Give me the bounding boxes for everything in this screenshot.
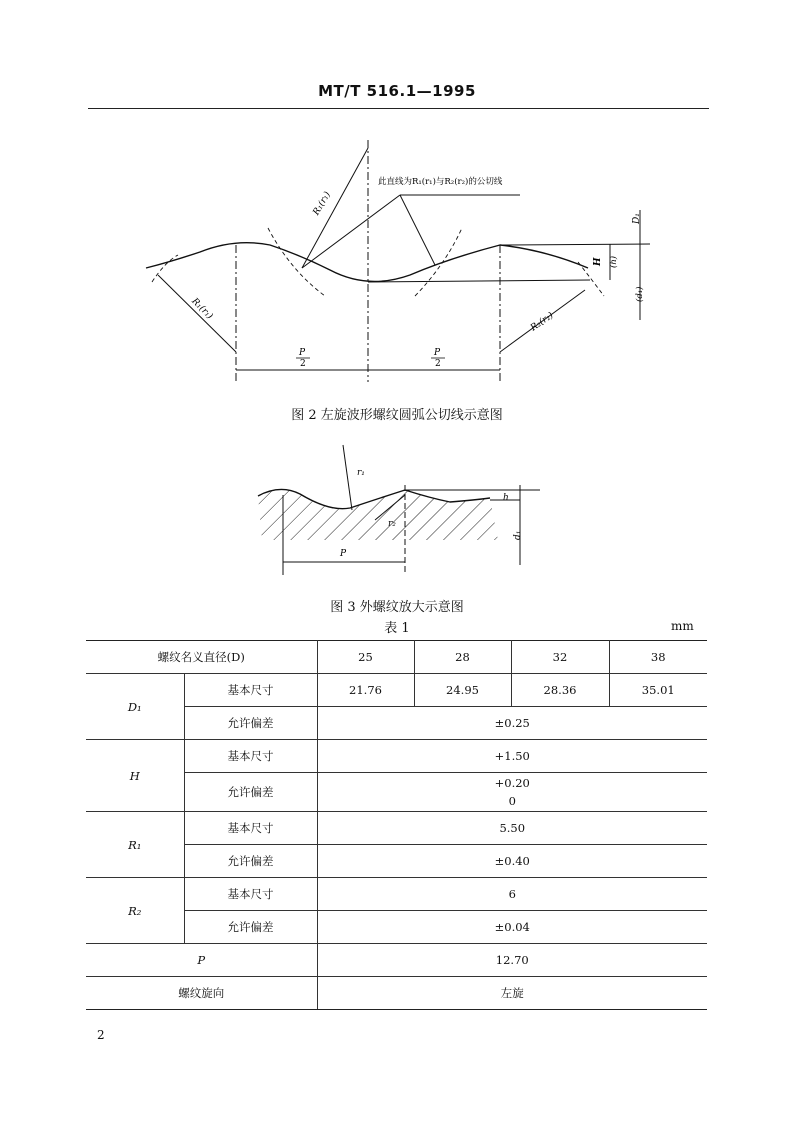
label-p-num-right: P: [434, 348, 441, 358]
tangent-line: [368, 280, 590, 282]
tangent-arc-far-right: [578, 262, 604, 296]
radius-line-top: [302, 148, 368, 268]
annotation-tangent: 此直线为R₁(r₁)与R₂(r₂)的公切线: [378, 177, 503, 187]
crest-line: [500, 244, 650, 245]
value-cell: ±0.04: [317, 911, 707, 944]
table-row: [86, 977, 707, 1010]
label-p-den-left: 2: [300, 359, 306, 369]
param-direction: 螺纹旋向: [86, 977, 317, 1010]
document-header: MT/T 516.1—1995: [318, 82, 476, 100]
spec-table: [86, 640, 707, 1010]
tolerance-label: 允许偏差: [184, 707, 317, 740]
label-r1-left: R₁(r₁): [189, 296, 215, 322]
figure-2-diagram: [0, 0, 794, 400]
radius-r1-line: [343, 445, 352, 510]
tolerance-label: 允许偏差: [184, 845, 317, 878]
param-p: P: [86, 944, 317, 977]
header-diameter: 螺纹名义直径(D): [86, 641, 317, 674]
param-d1: D₁: [86, 674, 184, 740]
thread-profile-curve: [146, 243, 588, 282]
diameter-cell: 28: [414, 641, 511, 674]
diameter-cell: 25: [317, 641, 414, 674]
table-row: [86, 878, 707, 911]
value-cell: ±0.25: [317, 707, 707, 740]
param-r2: R₂: [86, 878, 184, 944]
figure-2-caption: 图 2 左旋波形螺纹圆弧公切线示意图: [291, 408, 503, 423]
param-h: H: [86, 740, 184, 812]
leader-2: [400, 195, 435, 265]
value-cell: 35.01: [609, 674, 707, 707]
label-p: P: [340, 549, 347, 559]
label-r1: r₁: [357, 468, 365, 478]
param-r1: R₁: [86, 812, 184, 878]
diameter-cell: 32: [511, 641, 609, 674]
value-cell: 28.36: [511, 674, 609, 707]
label-p-num-left: P: [299, 348, 306, 358]
value-cell: [317, 773, 707, 812]
figure-3-caption: 图 3 外螺纹放大示意图: [330, 600, 464, 615]
diameter-cell: 38: [609, 641, 707, 674]
value-cell: 6: [317, 878, 707, 911]
radius-line-left: [158, 275, 236, 352]
thread-section: [258, 489, 498, 540]
basic-label: 基本尺寸: [184, 812, 317, 845]
h-tol-lower: 0: [508, 794, 516, 808]
value-cell: +1.50: [317, 740, 707, 773]
label-p-den-right: 2: [435, 359, 441, 369]
value-cell: 左旋: [317, 977, 707, 1010]
value-cell: ±0.40: [317, 845, 707, 878]
tolerance-label: 允许偏差: [184, 773, 317, 812]
value-cell: 12.70: [317, 944, 707, 977]
table-unit: mm: [671, 619, 694, 633]
label-h-small: (h): [609, 255, 619, 268]
table-title: 表 1: [384, 621, 410, 636]
value-cell: 24.95: [414, 674, 511, 707]
label-h: h: [503, 493, 509, 503]
label-d1-small: (d₁): [635, 286, 645, 302]
label-h: H: [593, 257, 603, 266]
table-row: [86, 641, 707, 674]
table-row: [86, 944, 707, 977]
value-cell: 21.76: [317, 674, 414, 707]
label-r2: r₂: [388, 519, 396, 529]
value-cell: 5.50: [317, 812, 707, 845]
table-row: [86, 812, 707, 845]
label-d1: d₁: [513, 530, 523, 540]
label-r2-right: R₂(r₂): [529, 310, 556, 334]
page-number: 2: [97, 1028, 105, 1042]
tangent-arc-far-left: [152, 255, 178, 282]
tolerance-label: 允许偏差: [184, 911, 317, 944]
label-d1: D₁: [632, 213, 642, 224]
basic-label: 基本尺寸: [184, 674, 317, 707]
tangent-arc-left: [268, 228, 325, 296]
basic-label: 基本尺寸: [184, 878, 317, 911]
h-tol-upper: +0.20: [494, 776, 530, 790]
table-row: [86, 674, 707, 707]
basic-label: 基本尺寸: [184, 740, 317, 773]
table-row: [86, 740, 707, 773]
label-r1-top: R₁(r₁): [311, 190, 333, 218]
